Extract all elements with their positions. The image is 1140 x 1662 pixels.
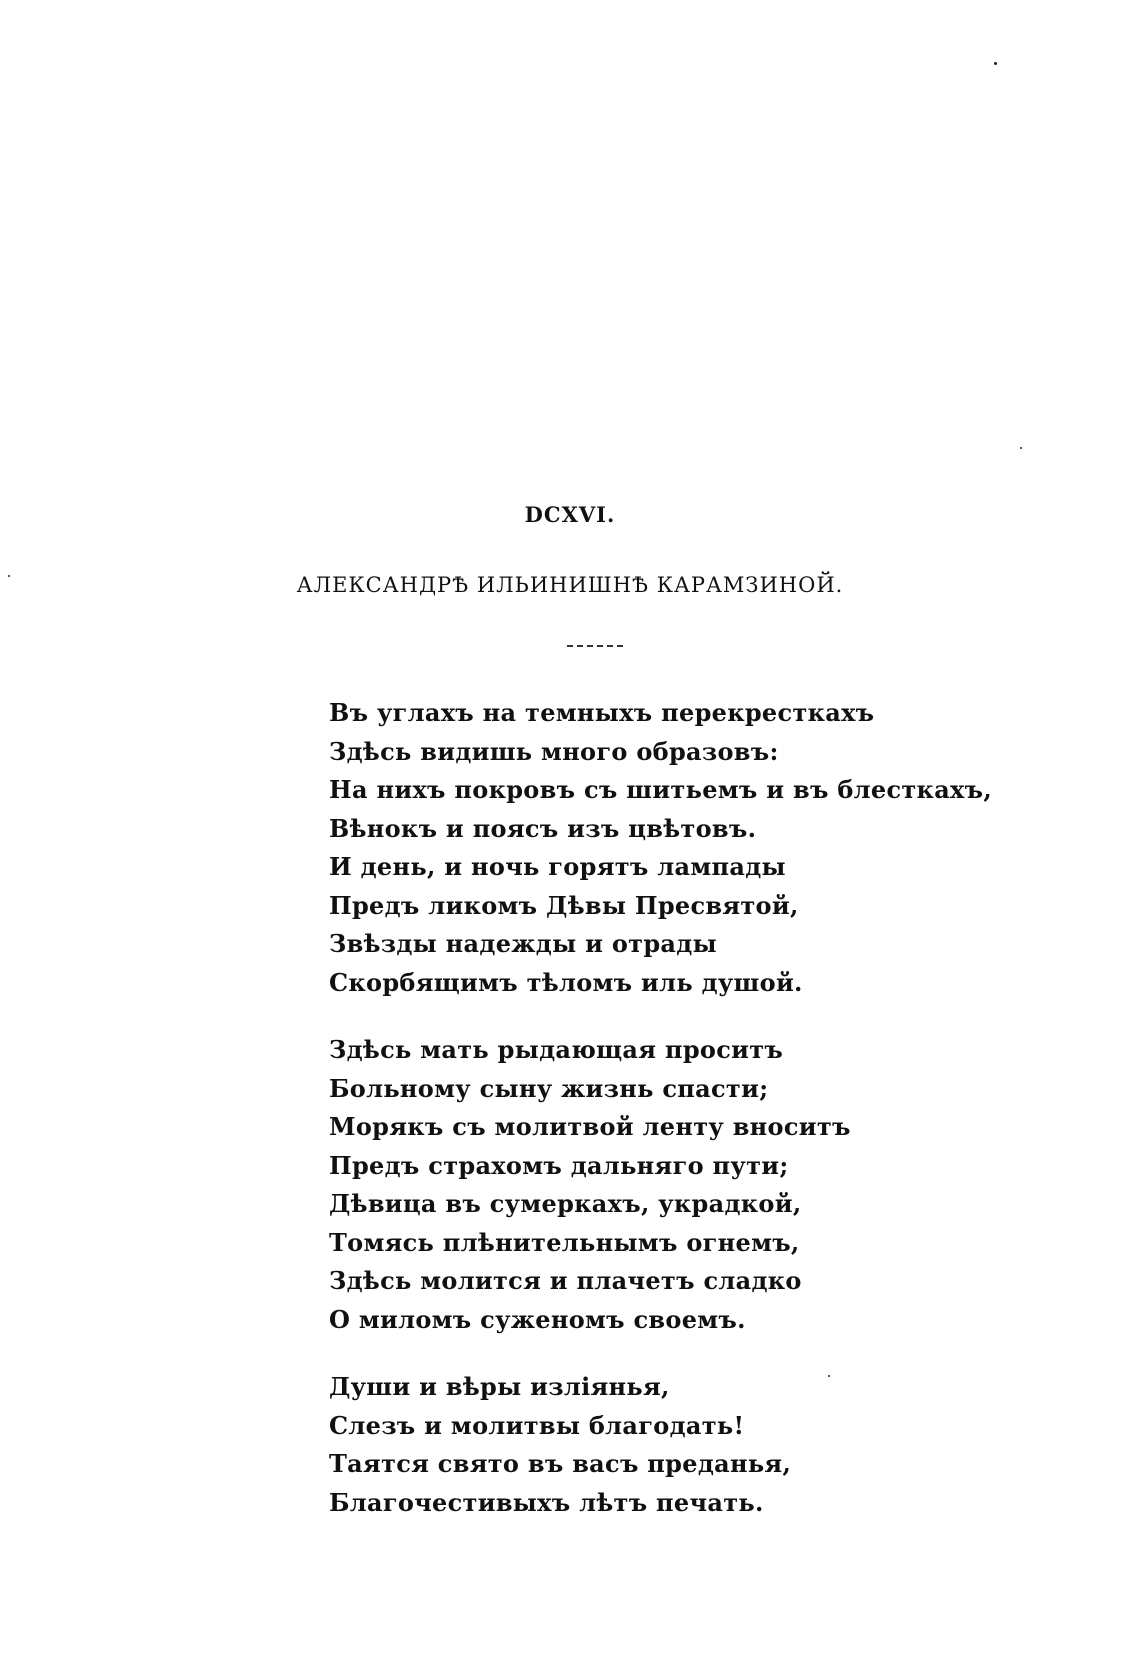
poem-line: Здѣсь видишь много образовъ: <box>329 736 779 766</box>
poem-line: На нихъ покровъ съ шитьемъ и въ блесткахъ, <box>329 775 993 804</box>
ink-speck <box>994 62 997 65</box>
poem-line: Таятся свято въ васъ преданья, <box>329 1449 792 1478</box>
poem-line: Вѣнокъ и поясъ изъ цвѣтовъ. <box>329 813 757 843</box>
poem-line: Морякъ съ молитвой ленту вноситъ <box>329 1112 851 1141</box>
poem-line: Звѣзды надежды и отрады <box>329 929 717 958</box>
poem-line: О миломъ суженомъ своемъ. <box>329 1304 746 1334</box>
poem-line: Скорбящимъ тѣломъ иль душой. <box>329 967 803 997</box>
stanza <box>329 1368 992 1522</box>
poem-line: Слезъ и молитвы благодать! <box>329 1410 745 1440</box>
ink-speck <box>1020 447 1022 449</box>
poem-line: Въ углахъ на темныхъ перекресткахъ <box>329 698 875 727</box>
poem-line: Благочестивыхъ лѣтъ печать. <box>329 1487 764 1517</box>
poem-line: Души и вѣры изліянья, <box>329 1372 670 1401</box>
poem-number: DCXVI. <box>524 502 616 527</box>
stanza <box>329 1031 992 1339</box>
poem-line: Дѣвица въ сумеркахъ, украдкой, <box>329 1189 802 1218</box>
poem-line: Больному сыну жизнь спасти; <box>329 1073 769 1103</box>
poem-dedication: АЛЕКСАНДРѢ ИЛЬИНИШНѢ КАРАМЗИНОЙ. <box>296 573 844 597</box>
poem-body <box>329 694 992 1551</box>
poem-line: Предъ страхомъ дальняго пути; <box>329 1150 789 1180</box>
stanza <box>329 694 992 1002</box>
decorative-rule <box>567 645 623 647</box>
poem-line: Здѣсь молится и плачетъ сладко <box>329 1266 802 1295</box>
poem-line: Предъ ликомъ Дѣвы Пресвятой, <box>329 890 799 920</box>
poem-line: Томясь плѣнительнымъ огнемъ, <box>329 1227 800 1257</box>
poem-line: Здѣсь мать рыдающая проситъ <box>329 1035 784 1064</box>
poem-line: И день, и ночь горятъ лампады <box>329 852 786 881</box>
